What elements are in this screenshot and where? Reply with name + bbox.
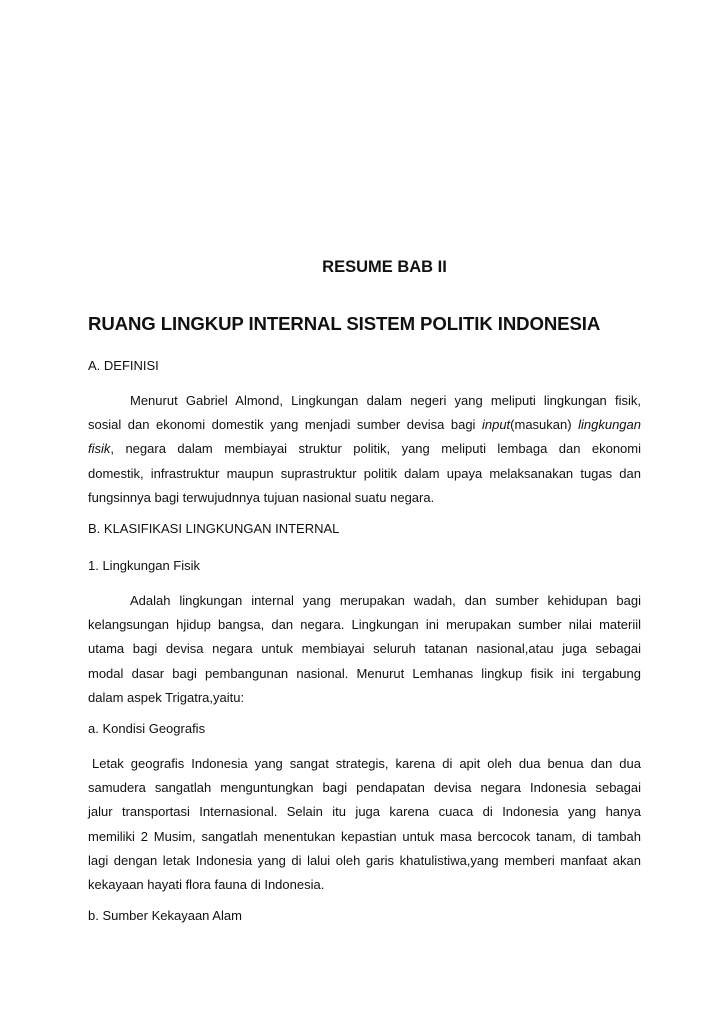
paragraph-line: samudera sangatlah menguntungkan bagi pendapatan devisa negara Indonesia sebagai bbox=[88, 780, 641, 796]
paragraph-line: dalam aspek Trigatra,yaitu: bbox=[88, 689, 245, 705]
paragraph-line: domestik, infrastruktur maupun suprastruktur politik dalam upaya melaksanakan tugas dan bbox=[88, 465, 641, 481]
paragraph-lingkungan-fisik bbox=[88, 589, 641, 710]
paragraph-line: kelangsungan hjidup bangsa, dan negara. Lingkungan ini merupakan sumber nilai materiil bbox=[88, 617, 641, 633]
subsection-heading-kondisi-geografis: a. Kondisi Geografis bbox=[88, 721, 206, 736]
subsection-heading-sumber-kekayaan-alam: b. Sumber Kekayaan Alam bbox=[88, 908, 242, 923]
paragraph-kondisi-geografis bbox=[88, 752, 641, 897]
document-title: RESUME BAB II bbox=[322, 258, 447, 276]
paragraph-line: memiliki 2 Musim, sangatlah menentukan kepastian untuk masa bercocok tanam, di tambah bbox=[88, 828, 641, 844]
paragraph-line: jalur transportasi Internasional. Selain itu juga karena cuaca di Indonesia yang hanya bbox=[88, 804, 641, 820]
section-heading-definisi: A. DEFINISI bbox=[88, 358, 159, 373]
paragraph-line: Adalah lingkungan internal yang merupakan wadah, dan sumber kehidupan bagi bbox=[130, 593, 641, 608]
paragraph-line: fungsinnya bagi terwujudnnya tujuan nasional suatu negara. bbox=[88, 489, 435, 505]
italic-term-fisik: fisik bbox=[88, 441, 111, 457]
italic-term-lingkungan: lingkungan bbox=[578, 417, 641, 433]
paragraph-definisi bbox=[88, 389, 641, 510]
paragraph-line: fisik, negara dalam membiayai struktur politik, yang meliputi lembaga dan ekonomi bbox=[88, 441, 641, 457]
subsection-heading-lingkungan-fisik: 1. Lingkungan Fisik bbox=[88, 558, 201, 573]
paragraph-line: lagi dengan letak Indonesia yang di lalui oleh garis khatulistiwa,yang memberi manfaat akan bbox=[88, 852, 641, 868]
italic-term-input: input bbox=[481, 417, 511, 433]
paragraph-line: utama bagi devisa negara untuk membiayai seluruh tatanan nasional,atau juga sebagai bbox=[88, 641, 641, 657]
paragraph-line: modal dasar bagi pembangunan nasional. Menurut Lemhanas lingkup fisik ini tergabung bbox=[88, 665, 641, 681]
document-subtitle: RUANG LINGKUP INTERNAL SISTEM POLITIK INDONESIA bbox=[88, 313, 601, 334]
paragraph-line: sosial dan ekonomi domestik yang menjadi sumber devisa bagi input(masukan) lingkungan bbox=[88, 417, 641, 433]
paragraph-line: Letak geografis Indonesia yang sangat strategis, karena di apit oleh dua benua dan dua bbox=[92, 756, 641, 771]
paragraph-line: Menurut Gabriel Almond, Lingkungan dalam negeri yang meliputi lingkungan fisik, bbox=[130, 393, 641, 408]
paragraph-line: kekayaan hayati flora fauna di Indonesia. bbox=[88, 876, 325, 892]
section-heading-klasifikasi: B. KLASIFIKASI LINGKUNGAN INTERNAL bbox=[88, 521, 340, 536]
